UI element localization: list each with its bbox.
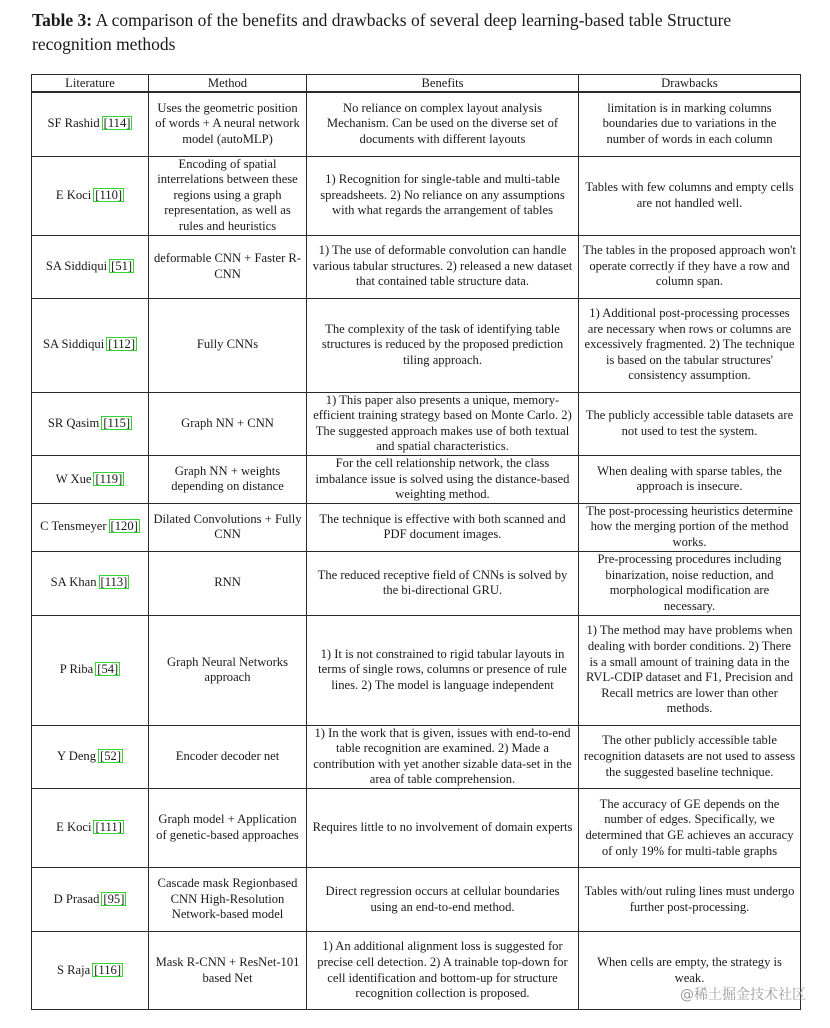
method-cell: Uses the geometric position of words + A neural network model (autoMLP) (149, 92, 307, 156)
citation-link[interactable]: [114] (103, 116, 131, 131)
literature-cell (32, 392, 149, 455)
table-row (32, 455, 801, 503)
benefits-cell: For the cell relationship network, the class imbalance issue is solved using the distance-based weighting method. (307, 455, 579, 503)
author-name: E Koci (55, 187, 92, 202)
literature-cell (32, 789, 149, 868)
author-name: SR Qasim (47, 415, 100, 430)
drawbacks-cell: The tables in the proposed approach won't operate correctly if they have a row and column span. (579, 235, 801, 298)
citation-link[interactable]: [113] (100, 575, 128, 590)
table-row (32, 235, 801, 298)
benefits-cell: The complexity of the task of identifying table structures is reduced by the proposed prediction tiling approach. (307, 298, 579, 392)
citation-link[interactable]: [111] (95, 820, 122, 835)
method-cell: Dilated Convolutions + Fully CNN (149, 503, 307, 551)
table-row (32, 615, 801, 725)
benefits-cell: 1) The use of deformable convolution can handle various tabular structures. 2) released a new dataset that contained table structure data. (307, 235, 579, 298)
drawbacks-cell: Pre-processing procedures including binarization, noise reduction, and morphological modification are necessary. (579, 551, 801, 615)
literature-cell (32, 868, 149, 932)
author-name: Y Deng (56, 749, 97, 764)
method-cell: Mask R-CNN + ResNet-101 based Net (149, 932, 307, 1010)
header-row (32, 75, 801, 93)
literature-cell (32, 298, 149, 392)
method-cell: Graph NN + CNN (149, 392, 307, 455)
literature-cell (32, 725, 149, 788)
citation-link[interactable]: [51] (111, 258, 133, 273)
author-name: W Xue (55, 471, 92, 486)
caption-text: A comparison of the benefits and drawbacks of several deep learning-based table Structure recognition methods (32, 10, 732, 54)
benefits-cell: Requires little to no involvement of domain experts (307, 789, 579, 868)
author-name: E Koci (56, 820, 92, 835)
author-name: SA Siddiqui (42, 337, 105, 352)
author-name: C Tensmeyer (40, 519, 107, 534)
benefits-cell: The technique is effective with both scanned and PDF document images. (307, 503, 579, 551)
header-drawbacks: Drawbacks (579, 75, 801, 93)
author-name: S Raja (56, 962, 91, 977)
table-row (32, 298, 801, 392)
literature-cell (32, 235, 149, 298)
header-benefits: Benefits (307, 75, 579, 93)
benefits-cell: 1) An additional alignment loss is suggested for precise cell detection. 2) A trainable top-down for cell identification and bottom-up for structure recognition collection is proposed. (307, 932, 579, 1010)
method-cell: Graph Neural Networks approach (149, 615, 307, 725)
literature-cell (32, 503, 149, 551)
benefits-cell: 1) This paper also presents a unique, memory-efficient training strategy based on Monte Carlo. 2) The suggested approach makes use of both textual and spatial characteristics. (307, 392, 579, 455)
citation-link[interactable]: [54] (97, 662, 119, 677)
citation-link[interactable]: [115] (103, 415, 131, 430)
watermark: @稀土掘金技术社区 (680, 987, 806, 1003)
benefits-cell: 1) In the work that is given, issues with end-to-end table recognition are examined. 2) Made a contribution with yet another sizable data-set in the area of table comprehension. (307, 725, 579, 788)
citation-link[interactable]: [95] (103, 891, 125, 906)
method-cell: RNN (149, 551, 307, 615)
benefits-cell: The reduced receptive field of CNNs is solved by the bi-directional GRU. (307, 551, 579, 615)
author-name: D Prasad (53, 891, 100, 906)
table-row (32, 789, 801, 868)
citation-link[interactable]: [119] (95, 471, 123, 486)
table-row (32, 156, 801, 235)
drawbacks-cell: The post-processing heuristics determine how the merging portion of the method works. (579, 503, 801, 551)
drawbacks-cell: Tables with few columns and empty cells are not handled well. (579, 156, 801, 235)
method-cell: Encoder decoder net (149, 725, 307, 788)
table-row (32, 92, 801, 156)
table-row (32, 551, 801, 615)
literature-cell (32, 615, 149, 725)
table-row (32, 868, 801, 932)
drawbacks-cell: Tables with/out ruling lines must undergo further post-processing. (579, 868, 801, 932)
author-name: SA Siddiqui (45, 258, 108, 273)
table-row (32, 392, 801, 455)
method-cell: Encoding of spatial interrelations between these regions using a graph representation, as well as rules and heuristics (149, 156, 307, 235)
literature-cell (32, 932, 149, 1010)
benefits-cell: 1) Recognition for single-table and multi-table spreadsheets. 2) No reliance on any assumptions with what regards the arrangement of tables (307, 156, 579, 235)
benefits-cell: Direct regression occurs at cellular boundaries using an end-to-end method. (307, 868, 579, 932)
citation-link[interactable]: [120] (110, 519, 138, 534)
citation-link[interactable]: [52] (100, 749, 122, 764)
drawbacks-cell: The other publicly accessible table recognition datasets are not used to assess the suggested baseline technique. (579, 725, 801, 788)
method-cell: Fully CNNs (149, 298, 307, 392)
header-method: Method (149, 75, 307, 93)
drawbacks-cell: The publicly accessible table datasets are not used to test the system. (579, 392, 801, 455)
drawbacks-cell: 1) The method may have problems when dealing with border conditions. 2) There is a small amount of training data in the RVL-CDIP dataset and F1, Precision and Recall metrics are lower than other methods. (579, 615, 801, 725)
citation-link[interactable]: [116] (94, 962, 122, 977)
literature-cell (32, 551, 149, 615)
drawbacks-cell: When dealing with sparse tables, the approach is insecure. (579, 455, 801, 503)
author-name: SA Khan (50, 575, 97, 590)
header-literature: Literature (32, 75, 149, 93)
literature-cell (32, 156, 149, 235)
author-name: SF Rashid (47, 116, 100, 131)
drawbacks-cell: The accuracy of GE depends on the number of edges. Specifically, we determined that GE achieves an accuracy of only 19% for multi-table graphs (579, 789, 801, 868)
table-caption (32, 8, 812, 56)
table-row (32, 725, 801, 788)
method-cell: Cascade mask Regionbased CNN High-Resolution Network-based model (149, 868, 307, 932)
benefits-cell: 1) It is not constrained to rigid tabular layouts in terms of single rows, columns or presence of rule lines. 2) The model is language independent (307, 615, 579, 725)
comparison-table (31, 74, 801, 1010)
table-row (32, 503, 801, 551)
benefits-cell: No reliance on complex layout analysis Mechanism. Can be used on the diverse set of documents with different layouts (307, 92, 579, 156)
author-name: P Riba (59, 662, 94, 677)
method-cell: Graph NN + weights depending on distance (149, 455, 307, 503)
method-cell: deformable CNN + Faster R-CNN (149, 235, 307, 298)
citation-link[interactable]: [110] (95, 187, 123, 202)
literature-cell (32, 92, 149, 156)
literature-cell (32, 455, 149, 503)
caption-label: Table 3: (32, 10, 93, 30)
drawbacks-cell: When cells are empty, the strategy is weak. (579, 932, 801, 1010)
drawbacks-cell: 1) Additional post-processing processes are necessary when rows or columns are excessively fragmented. 2) The technique is based on the tabular structures' consistency assumption. (579, 298, 801, 392)
drawbacks-cell: limitation is in marking columns boundaries due to variations in the number of words in each column (579, 92, 801, 156)
citation-link[interactable]: [112] (108, 337, 136, 352)
method-cell: Graph model + Application of genetic-based approaches (149, 789, 307, 868)
